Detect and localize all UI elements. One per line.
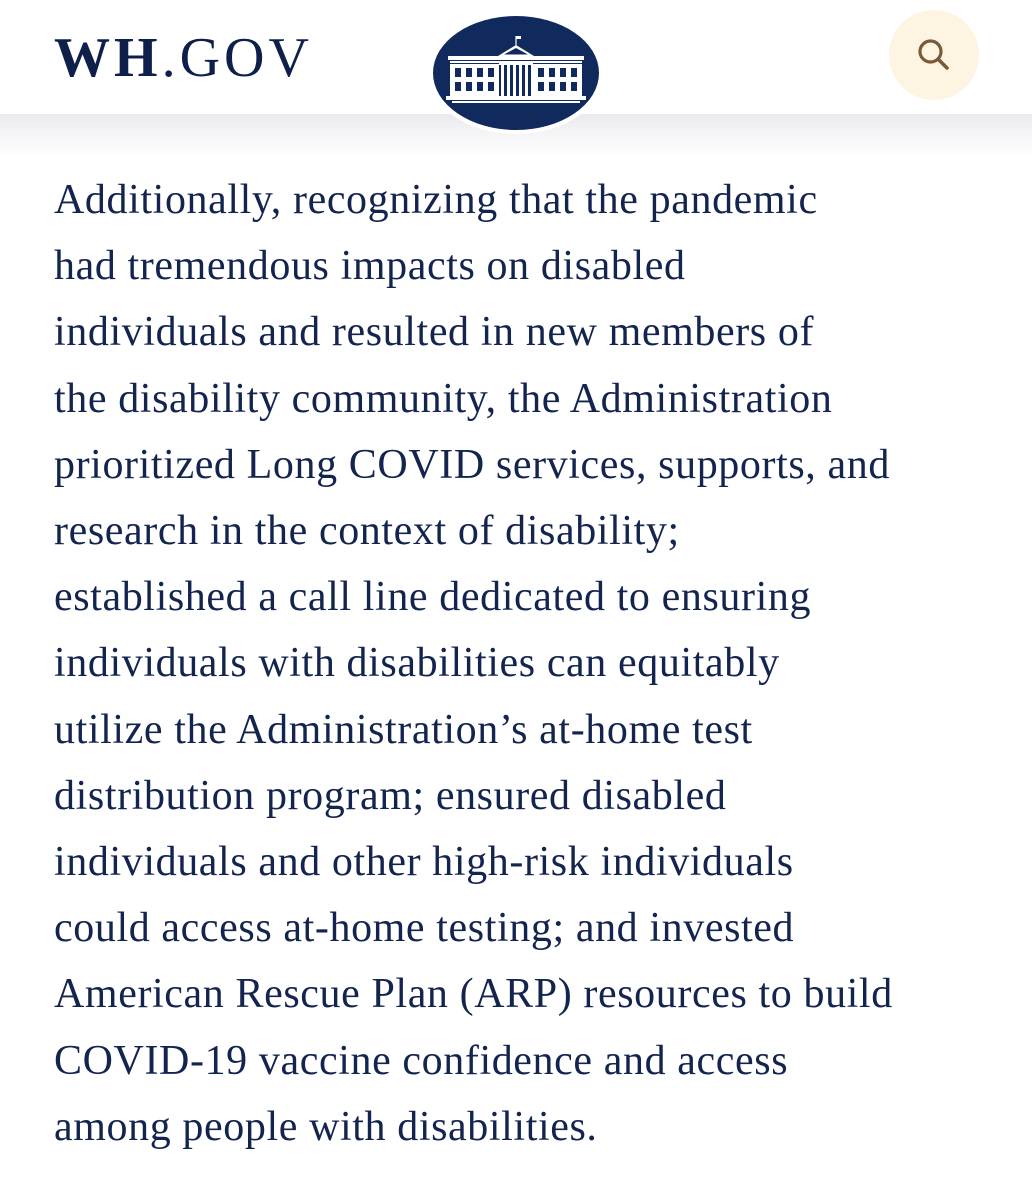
paragraph-line: distribution program; ensured disabled [54, 772, 727, 819]
search-button[interactable] [889, 10, 979, 100]
paragraph-line: the disability community, the Administration [54, 375, 833, 422]
paragraph-line: individuals with disabilities can equitably [54, 640, 780, 687]
paragraph-line: COVID-19 vaccine confidence and access [54, 1037, 789, 1084]
paragraph-line: established a call line dedicated to ensuring [54, 574, 812, 621]
paragraph-line: utilize the Administration’s at-home test [54, 706, 753, 753]
paragraph-line: American Rescue Plan (ARP) resources to build [54, 971, 893, 1018]
search-icon [914, 35, 954, 75]
white-house-icon [428, 12, 604, 134]
paragraph-line: could access at-home testing; and invested [54, 905, 795, 952]
paragraph-line: research in the context of disability; [54, 508, 680, 555]
article-paragraph [54, 167, 994, 1160]
paragraph-line: had tremendous impacts on disabled [54, 243, 686, 290]
article-content [54, 167, 994, 1160]
site-title-rest: GOV [179, 27, 313, 89]
white-house-logo-link[interactable] [428, 12, 604, 134]
site-title-link[interactable] [54, 28, 313, 88]
site-title-dot: . [161, 27, 180, 89]
paragraph-line: prioritized Long COVID services, supports, and [54, 441, 890, 488]
paragraph-line: individuals and other high-risk individuals [54, 839, 794, 886]
paragraph-line: Additionally, recognizing that the pandemic [54, 177, 818, 223]
paragraph-line: individuals and resulted in new members of [54, 309, 815, 356]
site-title-bold: WH [54, 27, 162, 89]
paragraph-line: among people with disabilities. [54, 1103, 598, 1150]
